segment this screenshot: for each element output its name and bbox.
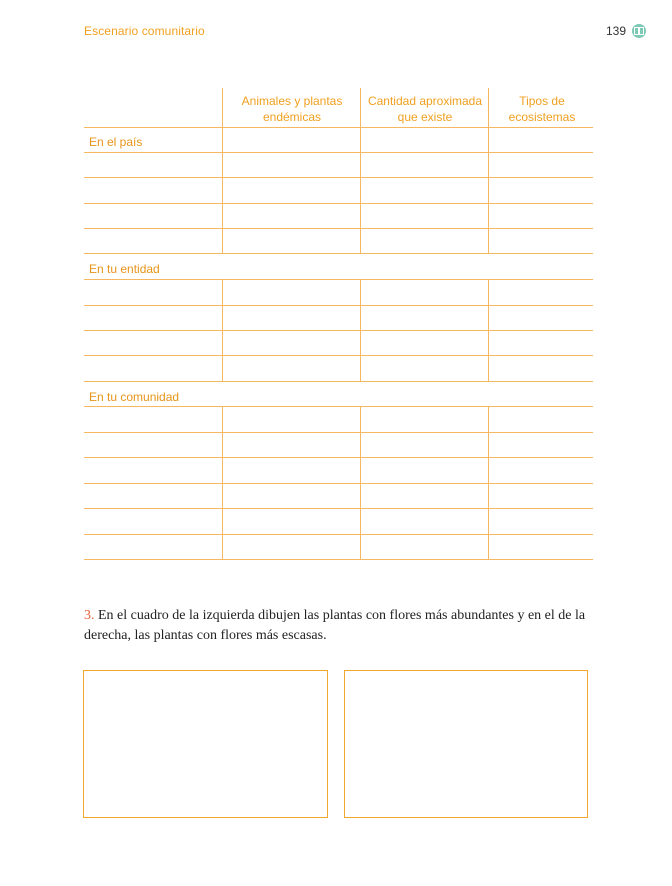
table-hline: [84, 559, 593, 560]
table-vline: [222, 128, 223, 254]
table-vline: [488, 128, 489, 254]
table-hline: [84, 177, 593, 178]
column-header-quantity: Cantidad aproximada que existe: [367, 94, 483, 124]
table-hline: [84, 457, 593, 458]
activity-instruction: [84, 606, 594, 646]
column-header-ecosystems: Tipos de ecosistemas: [508, 94, 576, 124]
table-hline: [84, 253, 593, 254]
table-hline: [84, 127, 593, 128]
activity-text: En el cuadro de la izquierda dibujen las plantas con flores más abundantes y en el de la derecha, las plantas con flores más escasas.: [84, 608, 586, 643]
table-hline: [84, 228, 593, 229]
table-vline: [360, 128, 361, 254]
table-vline: [488, 88, 489, 128]
section-title: Escenario comunitario: [84, 24, 205, 38]
table-vline: [222, 88, 223, 128]
table-hline: [84, 152, 593, 153]
table-hline: [84, 279, 593, 280]
table-hline: [84, 355, 593, 356]
activity-number: 3.: [84, 608, 95, 623]
page-number: 139: [606, 24, 627, 38]
table-hline: [84, 330, 593, 331]
table-hline: [84, 534, 593, 535]
table-vline: [360, 88, 361, 128]
table-hline: [84, 381, 593, 382]
table-hline: [84, 432, 593, 433]
table-hline: [84, 305, 593, 306]
section-label-entidad: En tu entidad: [89, 262, 160, 276]
drawing-box-abundant[interactable]: [83, 670, 328, 818]
section-label-pais: En el país: [89, 135, 143, 149]
table-hline: [84, 203, 593, 204]
drawing-box-scarce[interactable]: [344, 670, 588, 818]
table-hline: [84, 483, 593, 484]
section-label-comunidad: En tu comunidad: [89, 390, 180, 404]
table-hline: [84, 406, 593, 407]
column-header-endemic: Animales y plantas endémicas: [241, 94, 343, 124]
table-hline: [84, 508, 593, 509]
